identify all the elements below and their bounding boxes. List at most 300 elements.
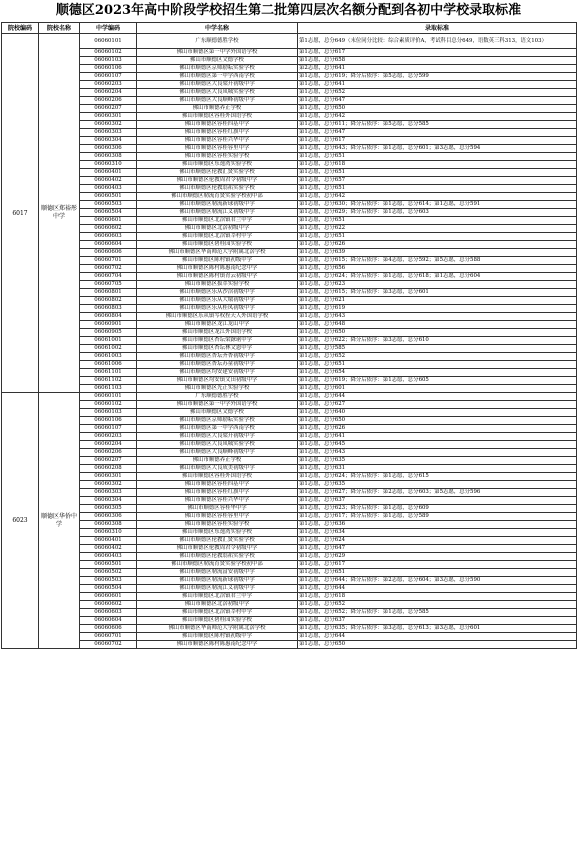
middle-name-cell: 佛山市顺德区容桂实验学校	[137, 153, 298, 161]
middle-name-cell: 佛山市顺德区大良顺峰初级中学	[137, 449, 298, 457]
table-row	[2, 209, 577, 217]
admission-standard-cell: 第1志愿，总分635；降分后依序：第3志愿，总分613；第3志愿，总分601	[298, 625, 577, 633]
table-row	[2, 529, 577, 537]
admission-standard-cell: 第1志愿，总分615；降分后依序：第3志愿，总分601	[298, 289, 577, 297]
admission-standard-cell: 第1志愿，总分617；降分后依序：第1志愿，总分589	[298, 513, 577, 521]
middle-name-cell: 佛山市顺德区容桂四基中学	[137, 481, 298, 489]
middle-name-cell: 佛山市顺德区大良凤城实验学校	[137, 441, 298, 449]
middle-code-cell: 06060606	[80, 625, 137, 633]
admission-standard-cell: 第1志愿，总分652	[298, 89, 577, 97]
table-row	[2, 185, 577, 193]
middle-name-cell: 佛山市顺德区碧桂园实验学校	[137, 241, 298, 249]
table-row	[2, 505, 577, 513]
table-row	[2, 145, 577, 153]
middle-code-cell: 06060704	[80, 273, 137, 281]
middle-code-cell: 06061001	[80, 337, 137, 345]
table-row	[2, 593, 577, 601]
middle-name-cell: 佛山市顺德区容桂华中学	[137, 505, 298, 513]
middle-code-cell: 06060101	[80, 34, 137, 49]
table-row	[2, 329, 577, 337]
middle-code-cell: 06060503	[80, 201, 137, 209]
admission-standard-cell: 第1志愿，总分651	[298, 569, 577, 577]
middle-name-cell: 佛山市顺德区第一中学外国语学校	[137, 49, 298, 57]
table-row	[2, 177, 577, 185]
middle-name-cell: 佛山市顺德区容桂四基中学	[137, 121, 298, 129]
admission-standard-cell: 第1志愿，总分642	[298, 193, 577, 201]
admission-standard-cell: 第1志愿，总分641	[298, 433, 577, 441]
middle-code-cell: 06060302	[80, 481, 137, 489]
middle-name-cell: 佛山市顺德区大良凤城实验学校	[137, 89, 298, 97]
table-row	[2, 457, 577, 465]
admission-standard-cell: 第1志愿，总分643	[298, 313, 577, 321]
table-row	[2, 401, 577, 409]
middle-name-cell: 佛山市顺德区杏坛林文恩中学	[137, 345, 298, 353]
table-row	[2, 97, 577, 105]
admission-standard-cell: 第1志愿，总分622	[298, 225, 577, 233]
table-row	[2, 601, 577, 609]
table-row	[2, 305, 577, 313]
admission-standard-cell: 第1志愿，总分652	[298, 353, 577, 361]
table-row	[2, 233, 577, 241]
admission-standard-cell: 第1志愿，总分601	[298, 385, 577, 393]
middle-code-cell: 06060204	[80, 441, 137, 449]
middle-name-cell: 佛山市顺德区文德学校	[137, 409, 298, 417]
middle-name-cell: 佛山市顺德区勒流新球初级中学	[137, 577, 298, 585]
admission-standard-cell: 第1志愿，总分623	[298, 281, 577, 289]
middle-name-cell: 佛山市顺德养正学校	[137, 105, 298, 113]
admission-standard-cell: 第1志愿，总分618	[298, 161, 577, 169]
admission-standard-cell: 第1志愿，总分645	[298, 441, 577, 449]
admission-standard-cell: 第1志愿，总分631	[298, 465, 577, 473]
admission-standard-cell: 第1志愿，总分652	[298, 601, 577, 609]
middle-name-cell: 佛山市顺德区乐从镇岑权拴天人外国语学校	[137, 313, 298, 321]
admission-standard-cell: 第1志愿，总分624；降分后依序：第1志愿，总分615	[298, 473, 577, 481]
admission-standard-cell: 第1志愿，总分651	[298, 169, 577, 177]
middle-code-cell: 06060106	[80, 65, 137, 73]
admission-standard-cell: 第1志愿，总分629；降分后依序：第1志愿，总分603	[298, 209, 577, 217]
admission-standard-cell: 第1志愿，总分643	[298, 449, 577, 457]
middle-code-cell: 06060702	[80, 265, 137, 273]
middle-name-cell: 佛山市顺德区陈村镇初级中学	[137, 257, 298, 265]
table-row	[2, 369, 577, 377]
middle-code-cell: 06060301	[80, 473, 137, 481]
middle-name-cell: 佛山市顺德区拔萃实验学校	[137, 281, 298, 289]
middle-name-cell: 佛山市顺德区北滘镇莘村中学	[137, 609, 298, 617]
middle-name-cell: 广东顺德德胜学校	[137, 393, 298, 401]
middle-name-cell: 佛山市顺德养正学校	[137, 457, 298, 465]
table-row	[2, 297, 577, 305]
middle-code-cell: 06060606	[80, 249, 137, 257]
table-row	[2, 417, 577, 425]
middle-code-cell: 06060701	[80, 257, 137, 265]
middle-name-cell: 佛山市顺德区均安镇文田初级中学	[137, 377, 298, 385]
middle-code-cell: 06060308	[80, 521, 137, 529]
middle-code-cell: 06060501	[80, 561, 137, 569]
table-row	[2, 217, 577, 225]
middle-code-cell: 06060207	[80, 457, 137, 465]
admission-standard-cell: 第1志愿，总分617	[298, 49, 577, 57]
middle-code-cell: 06060705	[80, 281, 137, 289]
admission-standard-cell: 第1志愿，总分622；降分后依序：第3志愿，总分610	[298, 337, 577, 345]
middle-name-cell: 佛山市顺德区杏坛齐杏初级中学	[137, 353, 298, 361]
table-row	[2, 617, 577, 625]
admission-standard-cell: 第1志愿，总分651	[298, 361, 577, 369]
table-row	[2, 65, 577, 73]
admission-standard-cell: 第1志愿，总分637	[298, 617, 577, 625]
middle-name-cell: 佛山市顺德区陈村镇初级中学	[137, 633, 298, 641]
middle-code-cell: 06060504	[80, 209, 137, 217]
middle-code-cell: 06060310	[80, 529, 137, 537]
middle-name-cell: 佛山市顺德区文德学校	[137, 57, 298, 65]
table-row	[2, 137, 577, 145]
admission-standard-cell: 第1志愿，总分621	[298, 297, 577, 305]
middle-code-cell: 06060604	[80, 617, 137, 625]
table-row	[2, 625, 577, 633]
middle-code-cell: 06060304	[80, 137, 137, 145]
table-row	[2, 113, 577, 121]
table-row	[2, 161, 577, 169]
admission-standard-cell: 第1志愿，总分644	[298, 393, 577, 401]
admission-standard-cell: 第1志愿，总分651	[298, 217, 577, 225]
middle-code-cell: 06060103	[80, 57, 137, 65]
table-row	[2, 609, 577, 617]
table-row	[2, 577, 577, 585]
middle-name-cell: 佛山市顺德区杏坛梁銶琚中学	[137, 337, 298, 345]
admission-standard-cell: 第1志愿，总分634	[298, 529, 577, 537]
admission-standard-cell: 第1志愿，总分657	[298, 177, 577, 185]
middle-name-cell: 佛山市顺德区容桂红旗中学	[137, 489, 298, 497]
middle-code-cell: 06060206	[80, 449, 137, 457]
middle-name-cell: 佛山市顺德区勒流新球初级中学	[137, 201, 298, 209]
school-name-cell: 顺德区郑裕彤中学	[39, 34, 80, 393]
admission-standard-cell: 第1志愿，总分635	[298, 481, 577, 489]
middle-code-cell: 06060803	[80, 305, 137, 313]
table-row	[2, 473, 577, 481]
middle-code-cell: 06060401	[80, 169, 137, 177]
table-row	[2, 393, 577, 401]
table-row	[2, 249, 577, 257]
admission-standard-cell: 第1志愿，总分654	[298, 369, 577, 377]
header-middle-code: 中学编码	[80, 23, 137, 34]
middle-name-cell: 佛山市顺德区大良梁开初级中学	[137, 433, 298, 441]
admission-standard-cell: 第1志愿，总分635	[298, 457, 577, 465]
table-row	[2, 121, 577, 129]
middle-code-cell: 06060401	[80, 537, 137, 545]
middle-name-cell: 佛山市顺德区北滘镇莘村中学	[137, 233, 298, 241]
admission-standard-cell: 第1志愿，总分650	[298, 105, 577, 113]
middle-name-cell: 佛山市顺德区第一中学西南学校	[137, 425, 298, 433]
middle-code-cell: 06060203	[80, 433, 137, 441]
table-row	[2, 425, 577, 433]
table-row	[2, 433, 577, 441]
admission-standard-cell: 第1志愿，总分658	[298, 57, 577, 65]
middle-name-cell: 佛山市顺德区第一中学外国语学校	[137, 401, 298, 409]
middle-code-cell: 06060303	[80, 129, 137, 137]
admission-standard-cell: 第1志愿，总分651	[298, 153, 577, 161]
middle-name-cell: 佛山市顺德区北滘初级中学	[137, 601, 298, 609]
middle-code-cell: 06060403	[80, 185, 137, 193]
table-row	[2, 265, 577, 273]
middle-name-cell: 佛山市顺德区北滘初级中学	[137, 225, 298, 233]
middle-code-cell: 06060804	[80, 313, 137, 321]
table-header-row	[2, 23, 577, 34]
table-row	[2, 169, 577, 177]
admission-standard-cell: 第1志愿，总分656	[298, 265, 577, 273]
school-code-cell: 6017	[2, 34, 39, 393]
middle-name-cell: 佛山市顺德区容桂容里中学	[137, 513, 298, 521]
admission-standard-cell: 第1志愿，总分651	[298, 185, 577, 193]
admission-standard-cell: 第1志愿，总分650	[298, 417, 577, 425]
table-row	[2, 321, 577, 329]
table-row	[2, 201, 577, 209]
admission-standard-cell: 第1志愿，总分644	[298, 633, 577, 641]
middle-name-cell: 佛山市顺德区伦教周君令初级中学	[137, 545, 298, 553]
table-row	[2, 273, 577, 281]
middle-name-cell: 佛山市顺德区京师励耘实验学校	[137, 65, 298, 73]
middle-name-cell: 佛山市顺德区北滘镇君兰中学	[137, 217, 298, 225]
admission-standard-cell: 第1志愿，总分650	[298, 329, 577, 337]
middle-code-cell: 06061006	[80, 361, 137, 369]
middle-name-cell: 佛山市顺德区杏坛苏童初级中学	[137, 361, 298, 369]
middle-code-cell: 06060206	[80, 97, 137, 105]
table-row	[2, 353, 577, 361]
table-row	[2, 569, 577, 577]
middle-name-cell: 佛山市顺德区乐从桂凤初级中学	[137, 305, 298, 313]
middle-code-cell: 06060106	[80, 417, 137, 425]
table-row	[2, 73, 577, 81]
middle-code-cell: 06060305	[80, 505, 137, 513]
middle-name-cell: 佛山市顺德区均安建安初级中学	[137, 369, 298, 377]
table-row	[2, 289, 577, 297]
middle-code-cell: 06060203	[80, 81, 137, 89]
table-row	[2, 257, 577, 265]
admission-standard-cell: 第1志愿，总分644；降分后依序：第2志愿，总分604；第3志愿，总分590	[298, 577, 577, 585]
middle-code-cell: 06060107	[80, 425, 137, 433]
table-row	[2, 225, 577, 233]
table-row	[2, 489, 577, 497]
header-school-name: 院校名称	[39, 23, 80, 34]
middle-name-cell: 佛山市顺德区龙江外国语学校	[137, 329, 298, 337]
middle-code-cell: 06061101	[80, 369, 137, 377]
admission-standard-cell: 第1志愿，总分647	[298, 129, 577, 137]
admission-standard-cell: 第1志愿，总分624	[298, 537, 577, 545]
middle-name-cell: 佛山市顺德区伦教汇贤实验学校	[137, 169, 298, 177]
middle-code-cell: 06060603	[80, 233, 137, 241]
table-row	[2, 465, 577, 473]
middle-name-cell: 佛山市顺德区容桂实验学校	[137, 521, 298, 529]
middle-name-cell: 佛山市顺德区东逸湾实验学校	[137, 529, 298, 537]
table-row	[2, 521, 577, 529]
table-row	[2, 633, 577, 641]
admission-standard-cell: 第1志愿，总分647	[298, 97, 577, 105]
page-title: 顺德区2023年高中阶段学校招生第二批第四层次名额分配到各初中学校录取标准	[55, 3, 522, 18]
admission-standard-cell: 第1志愿，总分647	[298, 545, 577, 553]
table-row	[2, 561, 577, 569]
table-row	[2, 241, 577, 249]
admission-standard-cell: 第1志愿，总分626	[298, 425, 577, 433]
middle-code-cell: 06061003	[80, 353, 137, 361]
middle-code-cell: 06060901	[80, 321, 137, 329]
admission-standard-cell: 第1志愿，总分624；降分后依序：第1志愿，总分618；第1志愿，总分604	[298, 273, 577, 281]
middle-name-cell: 佛山市顺德区陈村镇青云初级中学	[137, 273, 298, 281]
table-row	[2, 361, 577, 369]
admission-standard-cell: 第1志愿，总分636	[298, 521, 577, 529]
middle-code-cell: 06060303	[80, 489, 137, 497]
middle-code-cell: 06060101	[80, 393, 137, 401]
table-row	[2, 545, 577, 553]
table-row	[2, 513, 577, 521]
middle-code-cell: 06060301	[80, 113, 137, 121]
middle-name-cell: 佛山市顺德区勒流育贤实验学校初中部	[137, 193, 298, 201]
middle-code-cell: 06060402	[80, 177, 137, 185]
middle-name-cell: 佛山市顺德区光正实验学校	[137, 385, 298, 393]
table-body	[2, 34, 577, 649]
middle-name-cell: 佛山市顺德区乐从大墩初级中学	[137, 297, 298, 305]
middle-name-cell: 佛山市顺德区第一中学西南学校	[137, 73, 298, 81]
admission-table	[1, 22, 577, 649]
admission-standard-cell: 第1志愿，总分651	[298, 233, 577, 241]
middle-code-cell: 06060501	[80, 193, 137, 201]
middle-name-cell: 佛山市顺德区京师励耘实验学校	[137, 417, 298, 425]
admission-standard-cell: 第1志愿，总分626	[298, 241, 577, 249]
middle-code-cell: 06060306	[80, 513, 137, 521]
middle-name-cell: 佛山市顺德区容桂容里中学	[137, 145, 298, 153]
header-middle-name: 中学名称	[137, 23, 298, 34]
table-row	[2, 441, 577, 449]
table-row	[2, 34, 577, 49]
middle-code-cell: 06060208	[80, 465, 137, 473]
middle-code-cell: 06061002	[80, 345, 137, 353]
middle-name-cell: 佛山市顺德区大良梁开初级中学	[137, 81, 298, 89]
middle-name-cell: 佛山市顺德区勒流江义初级中学	[137, 209, 298, 217]
table-row	[2, 449, 577, 457]
admission-standard-cell: 第1志愿，总分618	[298, 593, 577, 601]
header-school-code: 院校编码	[2, 23, 39, 34]
admission-standard-cell: 第1志愿，总分619	[298, 305, 577, 313]
admission-standard-cell: 第1志愿，总分640	[298, 409, 577, 417]
table-row	[2, 105, 577, 113]
admission-standard-cell: 第1志愿，总分649（末位同分比较：综合素质评价A，考试科目总分649，语数英三科313，语文103）	[298, 34, 577, 49]
middle-name-cell: 佛山市顺德区伦教翁祐实验学校	[137, 185, 298, 193]
middle-code-cell: 06060503	[80, 577, 137, 585]
header-admission-standard: 录取标准	[298, 23, 577, 34]
middle-code-cell: 06060402	[80, 545, 137, 553]
admission-standard-cell: 第1志愿，总分641	[298, 81, 577, 89]
middle-name-cell: 佛山市顺德区容桂兴华中学	[137, 497, 298, 505]
table-row	[2, 57, 577, 65]
middle-name-cell: 佛山市顺德区容桂外国语学校	[137, 113, 298, 121]
admission-standard-cell: 第1志愿，总分619；降分后依序：第5志愿，总分599	[298, 73, 577, 81]
table-row	[2, 377, 577, 385]
middle-name-cell: 佛山市顺德区华南师范大学附属北滘学校	[137, 625, 298, 633]
admission-standard-cell: 第1志愿，总分629	[298, 553, 577, 561]
middle-name-cell: 佛山市顺德区碧桂园实验学校	[137, 617, 298, 625]
middle-code-cell: 06060107	[80, 73, 137, 81]
school-code-cell: 6023	[2, 393, 39, 649]
table-row	[2, 89, 577, 97]
table-row	[2, 337, 577, 345]
middle-code-cell: 06060603	[80, 609, 137, 617]
admission-standard-cell: 第1志愿，总分639	[298, 249, 577, 257]
middle-code-cell: 06060102	[80, 401, 137, 409]
middle-code-cell: 06060306	[80, 145, 137, 153]
admission-standard-cell: 第1志愿，总分615；降分后依序：第4志愿，总分592；第5志愿，总分588	[298, 257, 577, 265]
middle-name-cell: 佛山市顺德区陈村陈惠南纪念中学	[137, 265, 298, 273]
middle-name-cell: 佛山市顺德区东逸湾实验学校	[137, 161, 298, 169]
middle-code-cell: 06060103	[80, 409, 137, 417]
middle-code-cell: 06060802	[80, 297, 137, 305]
admission-standard-cell: 第1志愿，总分644	[298, 585, 577, 593]
middle-code-cell: 06060905	[80, 329, 137, 337]
middle-name-cell: 佛山市顺德区勒流江义初级中学	[137, 585, 298, 593]
middle-name-cell: 佛山市顺德区容桂兴华中学	[137, 137, 298, 145]
table-row	[2, 481, 577, 489]
admission-standard-cell: 第1志愿，总分637	[298, 497, 577, 505]
admission-standard-cell: 第1志愿，总分627；降分后依序：第2志愿，总分603；第5志愿，总分596	[298, 489, 577, 497]
middle-name-cell: 广东顺德德胜学校	[137, 34, 298, 49]
middle-code-cell: 06060304	[80, 497, 137, 505]
middle-code-cell: 06060604	[80, 241, 137, 249]
table-row	[2, 553, 577, 561]
middle-code-cell: 06060403	[80, 553, 137, 561]
middle-code-cell: 06061102	[80, 377, 137, 385]
middle-name-cell: 佛山市顺德区容桂外国语学校	[137, 473, 298, 481]
table-row	[2, 537, 577, 545]
middle-code-cell: 06060204	[80, 89, 137, 97]
table-row	[2, 345, 577, 353]
table-row	[2, 585, 577, 593]
middle-code-cell: 06060601	[80, 217, 137, 225]
admission-standard-cell: 第1志愿，总分619；降分后依序：第1志愿，总分605	[298, 377, 577, 385]
table-row	[2, 49, 577, 57]
middle-name-cell: 佛山市顺德区容桂红旗中学	[137, 129, 298, 137]
middle-code-cell: 06060801	[80, 289, 137, 297]
middle-name-cell: 佛山市顺德区伦教汇贤实验学校	[137, 537, 298, 545]
middle-name-cell: 佛山市顺德区伦教翁祐实验学校	[137, 553, 298, 561]
admission-standard-cell: 第1志愿，总分630；降分后依序：第1志愿，总分614；第1志愿，总分591	[298, 201, 577, 209]
middle-name-cell: 佛山市顺德区大良成美初级中学	[137, 465, 298, 473]
middle-code-cell: 06060701	[80, 633, 137, 641]
table-row	[2, 313, 577, 321]
middle-code-cell: 06060502	[80, 569, 137, 577]
middle-code-cell: 06060308	[80, 153, 137, 161]
middle-name-cell: 佛山市顺德区华南师范大学附属北滘学校	[137, 249, 298, 257]
admission-standard-cell: 第1志愿，总分623；降分后依序：第1志愿，总分609	[298, 505, 577, 513]
table-row	[2, 193, 577, 201]
middle-code-cell: 06060602	[80, 225, 137, 233]
admission-standard-cell: 第1志愿，总分611；降分后依序：第5志愿，总分585	[298, 121, 577, 129]
admission-standard-cell: 第1志愿，总分643；降分后依序：第1志愿，总分601；第3志愿，总分594	[298, 145, 577, 153]
admission-standard-cell: 第2志愿，总分641	[298, 65, 577, 73]
admission-standard-cell: 第1志愿，总分650	[298, 641, 577, 649]
middle-name-cell: 佛山市顺德区伦教周君令初级中学	[137, 177, 298, 185]
middle-name-cell: 佛山市顺德区乐从沙滘初级中学	[137, 289, 298, 297]
admission-standard-cell: 第1志愿，总分652；降分后依序：第1志愿，总分585	[298, 609, 577, 617]
table-row	[2, 385, 577, 393]
middle-name-cell: 佛山市顺德区龙江龙山中学	[137, 321, 298, 329]
admission-standard-cell: 第1志愿，总分648	[298, 321, 577, 329]
middle-name-cell: 佛山市顺德区陈村陈惠南纪念中学	[137, 641, 298, 649]
table-row	[2, 409, 577, 417]
table-row	[2, 641, 577, 649]
middle-code-cell: 06060504	[80, 585, 137, 593]
middle-code-cell: 06061103	[80, 385, 137, 393]
middle-code-cell: 06060601	[80, 593, 137, 601]
middle-name-cell: 佛山市顺德区勒流富安初级中学	[137, 569, 298, 577]
table-row	[2, 153, 577, 161]
table-row	[2, 129, 577, 137]
middle-name-cell: 佛山市顺德区北滘镇君兰中学	[137, 593, 298, 601]
